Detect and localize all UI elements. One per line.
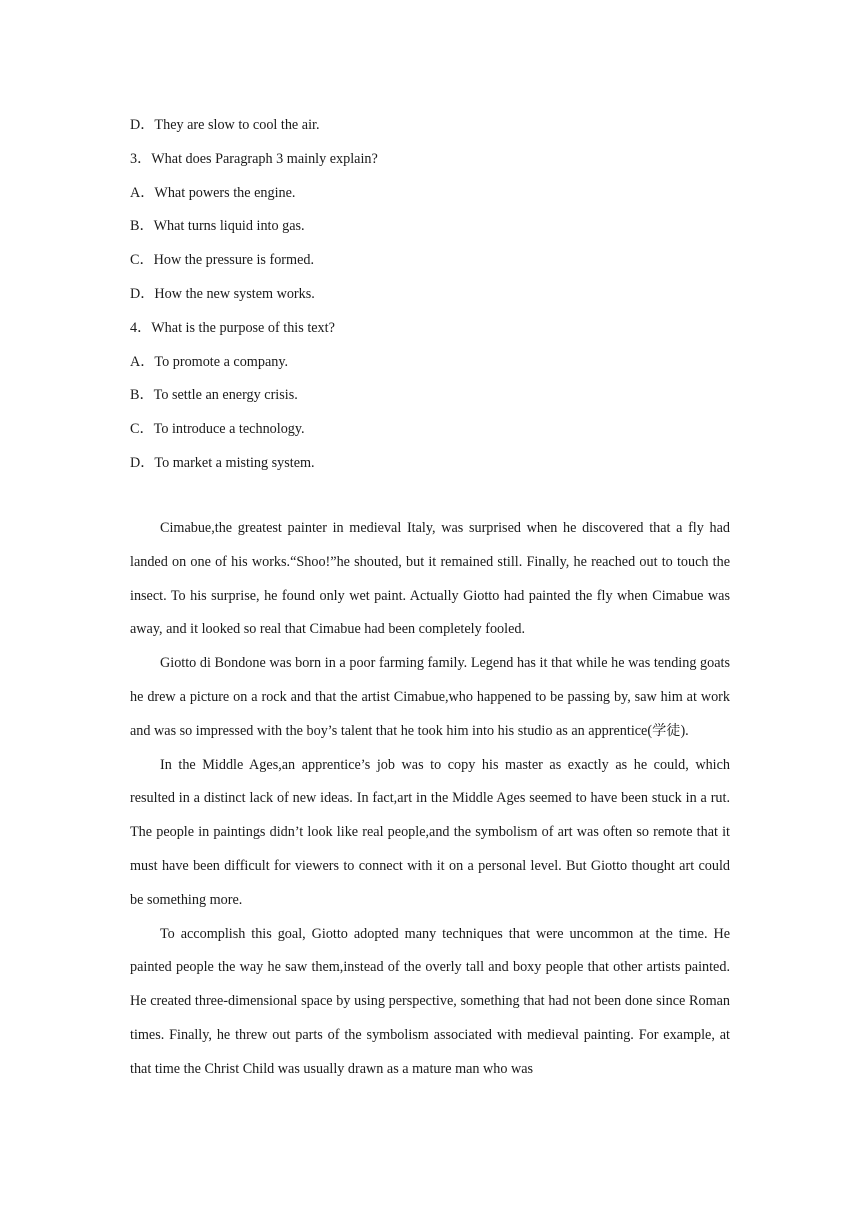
option-line: D．How the new system works. (130, 285, 315, 302)
passage-paragraph: Giotto di Bondone was born in a poor farming family. Legend has it that while he was tending goats he drew a picture on a rock and that the artist Cimabue,who happened to be passing by, saw him at work and was so impressed with the boy’s talent that he took him into his studio as an apprentice(学徒). (130, 655, 730, 739)
option-line: B．What turns liquid into gas. (130, 218, 305, 235)
option-line: A．What powers the engine. (130, 184, 296, 201)
passage-paragraph: Cimabue,the greatest painter in medieval Italy, was surprised when he discovered that a fly had landed on one of his works.“Shoo!”he shouted, but it remained still. Finally, he reached out to touch the insect. To his surprise, he found only wet paint. Actually Giotto had painted the fly when Cimabue was away, and it looked so real that Cimabue had been completely fooled. (130, 520, 730, 638)
passage-paragraph: To accomplish this goal, Giotto adopted many techniques that were uncommon at the time. He painted people the way he saw them,instead of the overly tall and boxy people that other artists painted. He created three-dimensional space by using perspective, something that had not been done since Roman times. Finally, he threw out parts of the symbolism associated with medieval painting. For example, at that time the Christ Child was usually drawn as a mature man who was (130, 925, 730, 1077)
passage-paragraph: In the Middle Ages,an apprentice’s job was to copy his master as exactly as he could, which resulted in a distinct lack of new ideas. In fact,art in the Middle Ages seemed to have been stuck in a rut. The people in paintings didn’t look like real people,and the symbolism of art was often so remote that it must have been difficult for viewers to connect with it on a personal level. But Giotto thought art could be something more. (130, 756, 730, 908)
option-line: B．To settle an energy crisis. (130, 387, 298, 404)
option-line: C．How the pressure is formed. (130, 252, 315, 269)
question-line: 4．What is the purpose of this text? (130, 319, 335, 336)
option-line: D．They are slow to cool the air. (130, 117, 320, 133)
option-line: D．To market a misting system. (130, 454, 315, 471)
option-line: A．To promote a company. (130, 353, 289, 370)
question-options-block (130, 109, 730, 481)
question-line: 3．What does Paragraph 3 mainly explain? (130, 150, 378, 167)
option-line: C．To introduce a technology. (130, 421, 305, 438)
reading-passage (130, 512, 730, 1087)
